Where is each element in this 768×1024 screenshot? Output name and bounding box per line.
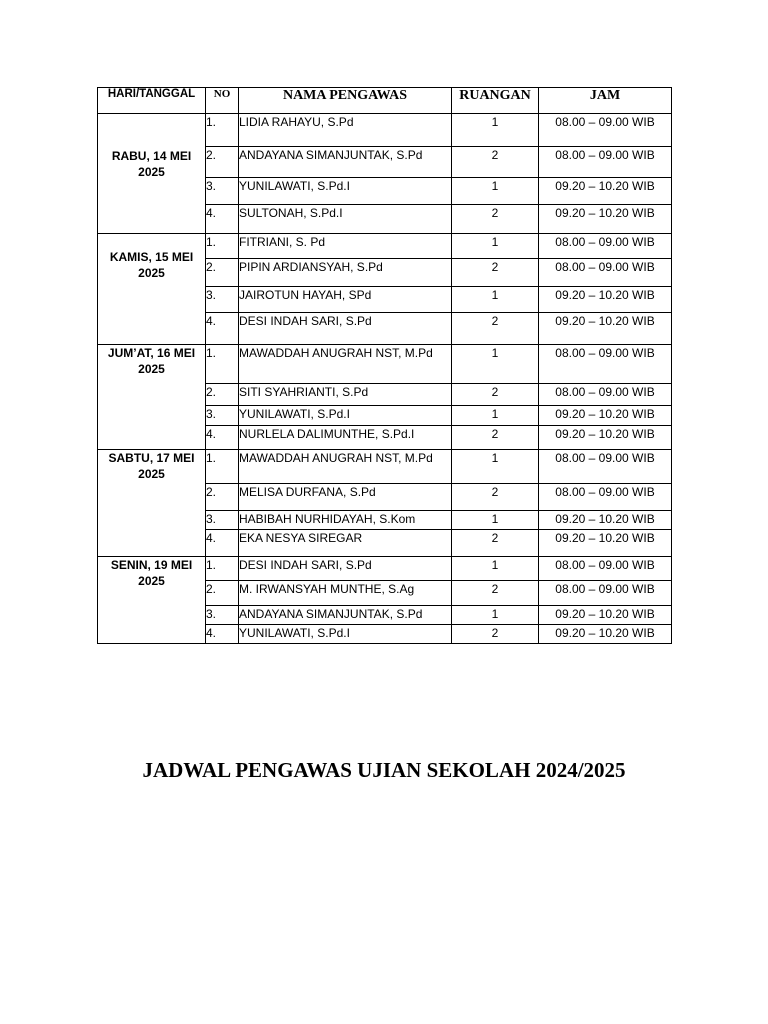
row-time: 09.20 – 10.20 WIB bbox=[539, 606, 672, 625]
row-room: 2 bbox=[452, 426, 539, 450]
row-name: MELISA DURFANA, S.Pd bbox=[239, 484, 452, 511]
table-row bbox=[98, 345, 672, 384]
table-row bbox=[98, 234, 672, 259]
row-time: 08.00 – 09.00 WIB bbox=[539, 345, 672, 384]
row-no: 2. bbox=[206, 259, 239, 287]
table-row bbox=[98, 114, 672, 147]
row-time: 09.20 – 10.20 WIB bbox=[539, 625, 672, 644]
row-no: 2. bbox=[206, 581, 239, 606]
row-name: YUNILAWATI, S.Pd.I bbox=[239, 625, 452, 644]
row-name: ANDAYANA SIMANJUNTAK, S.Pd bbox=[239, 147, 452, 178]
row-name: SULTONAH, S.Pd.I bbox=[239, 205, 452, 234]
row-room: 1 bbox=[452, 450, 539, 484]
row-name: M. IRWANSYAH MUNTHE, S.Ag bbox=[239, 581, 452, 606]
header-time: JAM bbox=[539, 88, 672, 114]
schedule-table bbox=[97, 87, 672, 644]
header-no: NO bbox=[206, 88, 239, 114]
row-time: 08.00 – 09.00 WIB bbox=[539, 147, 672, 178]
row-no: 2. bbox=[206, 384, 239, 406]
row-time: 08.00 – 09.00 WIB bbox=[539, 259, 672, 287]
row-room: 2 bbox=[452, 384, 539, 406]
row-name: LIDIA RAHAYU, S.Pd bbox=[239, 114, 452, 147]
row-room: 1 bbox=[452, 287, 539, 313]
row-name: DESI INDAH SARI, S.Pd bbox=[239, 313, 452, 345]
header-day: HARI/TANGGAL bbox=[98, 88, 206, 114]
row-no: 1. bbox=[206, 345, 239, 384]
day-cell: SENIN, 19 MEI 2025 bbox=[98, 557, 206, 644]
row-time: 09.20 – 10.20 WIB bbox=[539, 426, 672, 450]
row-time: 08.00 – 09.00 WIB bbox=[539, 234, 672, 259]
row-time: 08.00 – 09.00 WIB bbox=[539, 384, 672, 406]
row-time: 09.20 – 10.20 WIB bbox=[539, 313, 672, 345]
header-room: RUANGAN bbox=[452, 88, 539, 114]
row-room: 1 bbox=[452, 606, 539, 625]
header-name: NAMA PENGAWAS bbox=[239, 88, 452, 114]
row-room: 2 bbox=[452, 625, 539, 644]
row-name: JAIROTUN HAYAH, SPd bbox=[239, 287, 452, 313]
row-room: 1 bbox=[452, 345, 539, 384]
row-name: FITRIANI, S. Pd bbox=[239, 234, 452, 259]
row-no: 4. bbox=[206, 530, 239, 557]
row-room: 1 bbox=[452, 114, 539, 147]
row-time: 08.00 – 09.00 WIB bbox=[539, 581, 672, 606]
row-time: 08.00 – 09.00 WIB bbox=[539, 450, 672, 484]
day-cell: RABU, 14 MEI 2025 bbox=[98, 114, 206, 234]
row-no: 1. bbox=[206, 114, 239, 147]
row-time: 09.20 – 10.20 WIB bbox=[539, 205, 672, 234]
row-name: YUNILAWATI, S.Pd.I bbox=[239, 406, 452, 426]
row-name: EKA NESYA SIREGAR bbox=[239, 530, 452, 557]
row-no: 3. bbox=[206, 511, 239, 530]
row-room: 2 bbox=[452, 147, 539, 178]
row-room: 2 bbox=[452, 581, 539, 606]
row-name: HABIBAH NURHIDAYAH, S.Kom bbox=[239, 511, 452, 530]
row-time: 09.20 – 10.20 WIB bbox=[539, 178, 672, 205]
row-room: 1 bbox=[452, 178, 539, 205]
row-name: MAWADDAH ANUGRAH NST, M.Pd bbox=[239, 345, 452, 384]
table-row bbox=[98, 557, 672, 581]
row-name: DESI INDAH SARI, S.Pd bbox=[239, 557, 452, 581]
row-no: 4. bbox=[206, 426, 239, 450]
row-no: 1. bbox=[206, 557, 239, 581]
row-room: 1 bbox=[452, 406, 539, 426]
row-time: 08.00 – 09.00 WIB bbox=[539, 114, 672, 147]
row-time: 08.00 – 09.00 WIB bbox=[539, 484, 672, 511]
row-room: 2 bbox=[452, 313, 539, 345]
row-no: 3. bbox=[206, 287, 239, 313]
day-cell: SABTU, 17 MEI 2025 bbox=[98, 450, 206, 557]
row-time: 09.20 – 10.20 WIB bbox=[539, 287, 672, 313]
row-no: 2. bbox=[206, 147, 239, 178]
row-name: PIPIN ARDIANSYAH, S.Pd bbox=[239, 259, 452, 287]
header-row bbox=[98, 88, 672, 114]
row-name: YUNILAWATI, S.Pd.I bbox=[239, 178, 452, 205]
row-time: 09.20 – 10.20 WIB bbox=[539, 406, 672, 426]
row-time: 09.20 – 10.20 WIB bbox=[539, 511, 672, 530]
row-no: 2. bbox=[206, 484, 239, 511]
row-name: MAWADDAH ANUGRAH NST, M.Pd bbox=[239, 450, 452, 484]
document-title: JADWAL PENGAWAS UJIAN SEKOLAH 2024/2025 bbox=[142, 758, 626, 782]
row-no: 1. bbox=[206, 234, 239, 259]
row-no: 4. bbox=[206, 205, 239, 234]
row-room: 1 bbox=[452, 511, 539, 530]
day-cell: KAMIS, 15 MEI 2025 bbox=[98, 234, 206, 345]
row-room: 2 bbox=[452, 205, 539, 234]
row-room: 1 bbox=[452, 234, 539, 259]
row-time: 08.00 – 09.00 WIB bbox=[539, 557, 672, 581]
row-no: 4. bbox=[206, 625, 239, 644]
row-room: 2 bbox=[452, 259, 539, 287]
row-name: SITI SYAHRIANTI, S.Pd bbox=[239, 384, 452, 406]
row-no: 1. bbox=[206, 450, 239, 484]
table-row bbox=[98, 450, 672, 484]
row-no: 3. bbox=[206, 178, 239, 205]
row-no: 3. bbox=[206, 606, 239, 625]
row-room: 2 bbox=[452, 484, 539, 511]
row-no: 3. bbox=[206, 406, 239, 426]
row-room: 2 bbox=[452, 530, 539, 557]
row-name: NURLELA DALIMUNTHE, S.Pd.I bbox=[239, 426, 452, 450]
row-no: 4. bbox=[206, 313, 239, 345]
row-time: 09.20 – 10.20 WIB bbox=[539, 530, 672, 557]
row-name: ANDAYANA SIMANJUNTAK, S.Pd bbox=[239, 606, 452, 625]
day-cell: JUM’AT, 16 MEI 2025 bbox=[98, 345, 206, 450]
row-room: 1 bbox=[452, 557, 539, 581]
